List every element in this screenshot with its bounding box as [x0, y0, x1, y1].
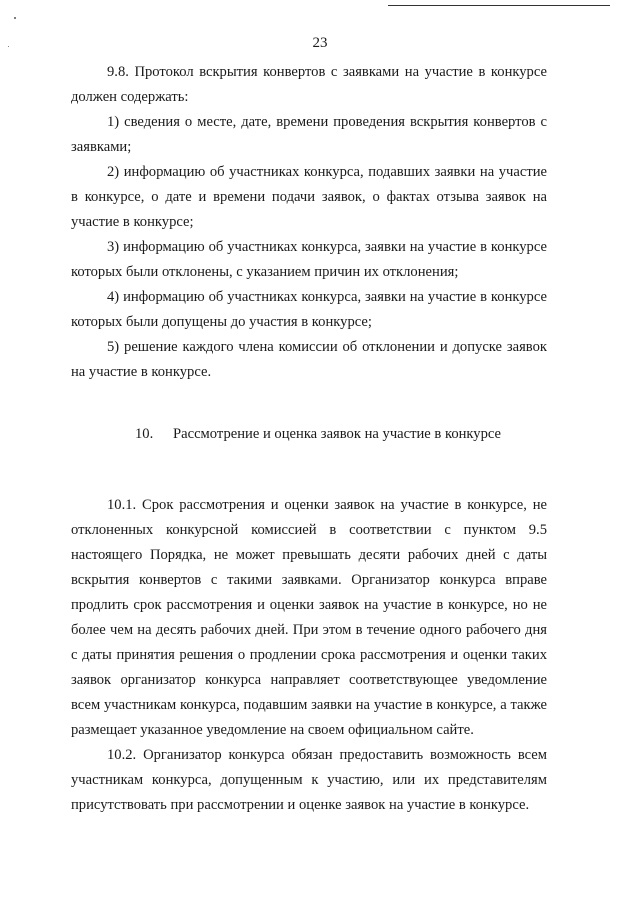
- list-item-4: 4) информацию об участниках конкурса, заявки на участие в конкурсе которых были допущены до участия в конкурсе;: [71, 289, 547, 330]
- list-item-2: 2) информацию об участниках конкурса, подавших заявки на участие в конкурсе, о дате и времени подачи заявок, о фактах отзыва заявок на участие в конкурсе;: [71, 164, 547, 230]
- list-item-3: 3) информацию об участниках конкурса, заявки на участие в конкурсе которых были отклонены, с указанием причин их отклонения;: [71, 239, 547, 280]
- paragraph-10-1: 10.1. Срок рассмотрения и оценки заявок на участие в конкурсе, не отклоненных конкурсной комиссией в соответствии с пунктом 9.5 настоящего Порядка, не может превышать десяти рабочих дней с даты вскрытия конвертов с такими заявками. Организатор конкурса вправе продлить срок рассмотрения и оценки заявок на участие в конкурсе, но не более чем на десять рабочих дней. При этом в течение одного рабочего дня с даты принятия решения о продлении срока рассмотрения и оценки таких заявок организатор конкурса направляет соответствующее уведомление всем участникам конкурса, подавшим заявки на участие в конкурсе, а также размещает указанное уведомление на своем официальном сайте.: [71, 497, 547, 738]
- document-body: [71, 60, 547, 818]
- scan-speck: [14, 17, 16, 19]
- paragraph-10-2: 10.2. Организатор конкурса обязан предоставить возможность всем участникам конкурса, допущенным к участию, или их представителям присутствовать при рассмотрении и оценке заявок на участие в конкурсе.: [71, 747, 547, 813]
- list-item-1: 1) сведения о месте, дате, времени проведения вскрытия конвертов с заявками;: [71, 114, 547, 155]
- page-number: 23: [312, 35, 328, 51]
- top-border-line: [388, 5, 610, 6]
- section-number: 10.: [135, 426, 154, 442]
- paragraph-9-8: 9.8. Протокол вскрытия конвертов с заявками на участие в конкурсе должен содержать:: [71, 64, 547, 105]
- section-heading: [71, 422, 547, 447]
- list-item-5: 5) решение каждого члена комиссии об отклонении и допуске заявок на участие в конкурсе.: [71, 339, 547, 380]
- section-title: Рассмотрение и оценка заявок на участие в конкурсе: [173, 426, 502, 442]
